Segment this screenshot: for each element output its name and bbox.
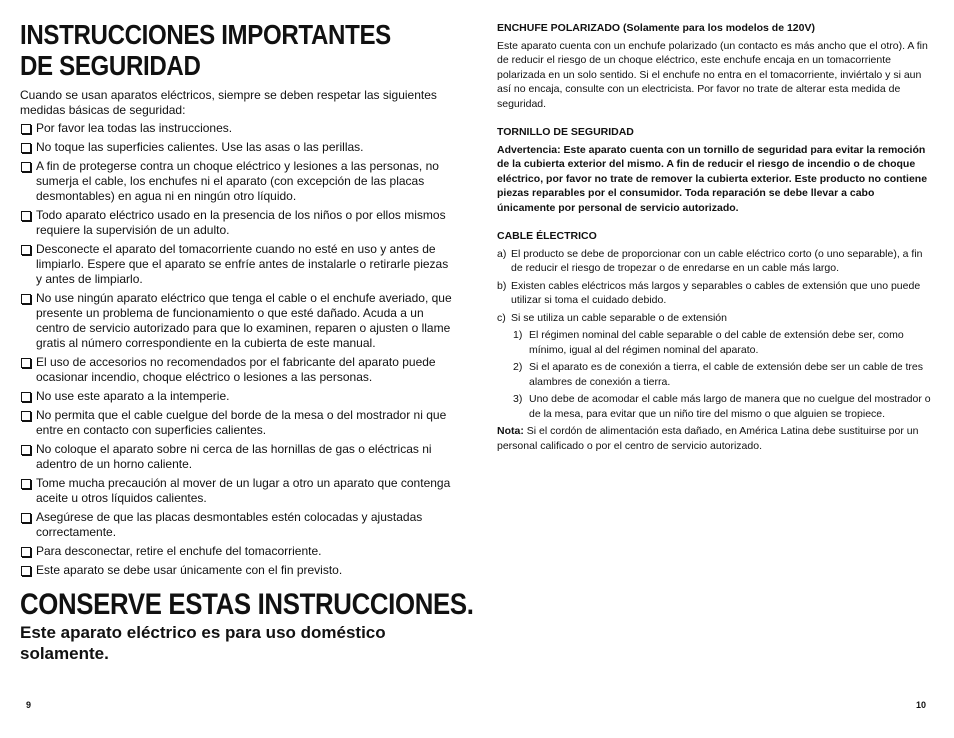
extension-cord-sublist [513,328,933,421]
safety-item [20,208,452,238]
power-cord-note [497,424,933,453]
title-line-1: INSTRUCCIONES IMPORTANTES [20,19,391,50]
safety-item [20,544,452,559]
conserve-heading: CONSERVE ESTAS INSTRUCCIONES. [20,588,474,621]
extension-cord-item [513,392,933,421]
safety-item [20,442,452,472]
safety-item [20,476,452,506]
safety-item-text: No coloque el aparato sobre ni cerca de las hornillas de gas o eléctricas ni adentro de un horno caliente. [36,442,432,471]
checkbox-bullet-icon [21,411,31,421]
safety-item-text: Todo aparato eléctrico usado en la presencia de los niños o por ellos mismos requiere la supervisión de un adulto. [36,208,446,237]
checkbox-bullet-icon [21,294,31,304]
safety-item [20,510,452,540]
power-cord-item [497,279,933,308]
safety-item-text: Por favor lea todas las instrucciones. [36,121,233,135]
extension-cord-item-text: Uno debe de acomodar el cable más largo de manera que no cuelgue del mostrador o de la mesa, para evitar que un niño tire del mismo o que alguien se tropiece. [529,393,931,420]
safety-item [20,408,452,438]
safety-item-text: No use este aparato a la intemperie. [36,389,230,403]
household-use-note: Este aparato eléctrico es para uso doméstico solamente. [20,623,386,663]
page-number-right: 10 [916,700,927,710]
list-marker: 1) [513,329,523,341]
note-label: Nota: [497,425,524,437]
checkbox-bullet-icon [21,358,31,368]
checkbox-bullet-icon [21,513,31,523]
right-page [477,0,954,738]
extension-cord-item-text: El régimen nominal del cable separable o del cable de extensión debe ser, como mínimo, igual al del régimen nominal del aparato. [529,329,904,356]
safety-item-text: El uso de accesorios no recomendados por el fabricante del aparato puede ocasionar incendio, choque eléctrico o lesiones a las personas. [36,355,436,384]
safety-instructions-list [20,121,452,582]
power-cord-item-text: Si se utiliza un cable separable o de extensión [511,311,727,324]
safety-item [20,242,452,287]
list-marker: a) [497,247,507,260]
safety-item-text: Tome mucha precaución al mover de un lugar a otro un aparato que contenga aceite u otros líquidos calientes. [36,476,451,505]
title-line-2: DE SEGURIDAD [20,50,201,81]
power-cord-item [497,311,933,326]
safety-item-text: A fin de protegerse contra un choque eléctrico y lesiones a las personas, no sumerja el cable, los enchufes ni el aparato (con excepción de las placas desmontables) en agua ni en ningún otro líquido. [36,159,439,203]
checkbox-bullet-icon [21,124,31,134]
page-title [20,19,398,81]
checkbox-bullet-icon [21,245,31,255]
extension-cord-item-text: Si el aparato es de conexión a tierra, el cable de extensión debe ser un cable de tres alambres de conexión a tierra. [529,361,924,388]
checkbox-bullet-icon [21,547,31,557]
safety-item [20,563,452,578]
checkbox-bullet-icon [21,566,31,576]
security-screw-heading: TORNILLO DE SEGURIDAD [497,126,634,138]
intro-text: Cuando se usan aparatos eléctricos, siempre se deben respetar las siguientes medidas básicas de seguridad: [20,88,437,117]
extension-cord-item [513,328,933,357]
safety-item-text: Asegúrese de que las placas desmontables estén colocadas y ajustadas correctamente. [36,510,423,539]
safety-item-text: Desconecte el aparato del tomacorriente cuando no esté en uso y antes de limpiarlo. Espere que el aparato se enfríe antes de instalarle o retirarle piezas y antes de limpiarlo. [36,242,449,286]
power-cord-item-text: El producto se debe de proporcionar con un cable eléctrico corto (o uno separable), a fin de reducir el riesgo de tropezar o de enredarse en un cable más largo. [511,247,923,274]
safety-item [20,159,452,204]
safety-item [20,140,452,155]
page-number-left: 9 [26,700,32,710]
list-marker: 2) [513,361,523,373]
checkbox-bullet-icon [21,211,31,221]
list-marker: c) [497,311,506,324]
list-marker: 3) [513,393,523,405]
safety-item [20,389,452,404]
safety-item-text: No permita que el cable cuelgue del borde de la mesa o del mostrador ni que entre en contacto con superficies calientes. [36,408,447,437]
right-column [497,21,933,453]
checkbox-bullet-icon [21,445,31,455]
safety-item-text: Este aparato se debe usar únicamente con el fin previsto. [36,563,343,577]
safety-item-text: No use ningún aparato eléctrico que tenga el cable o el enchufe averiado, que presente un problema de funcionamiento o que esté dañado. Acuda a un centro de servicio autorizado para que lo examinen, reparen o ajusten o llame gratis al número correspondiente en la cubierta de este manual. [36,291,452,350]
checkbox-bullet-icon [21,162,31,172]
power-cord-item [497,247,933,276]
list-marker: b) [497,279,507,292]
extension-cord-item [513,360,933,389]
checkbox-bullet-icon [21,479,31,489]
power-cord-heading: CABLE ÉLECTRICO [497,230,597,242]
polarized-plug-body: Este aparato cuenta con un enchufe polarizado (un contacto es más ancho que el otro). A fin de reducir el riesgo de un choque eléctrico, este enchufe encaja en un tomacorriente polarizada en un solo sentido. Si el enchufe no entra en el tomacorriente, inviértalo y si aun así no encaja, consulte con un electricista. Por favor no trate de alterar esta medida de seguridad. [497,39,928,110]
safety-item [20,291,452,351]
note-text: Si el cordón de alimentación esta dañado, en América Latina debe sustituirse por un personal calificado o por el centro de servicio autorizado. [497,425,919,452]
safety-item [20,355,452,385]
power-cord-list [497,247,933,326]
safety-item-text: No toque las superficies calientes. Use las asas o las perillas. [36,140,364,154]
checkbox-bullet-icon [21,392,31,402]
checkbox-bullet-icon [21,143,31,153]
safety-item-text: Para desconectar, retire el enchufe del tomacorriente. [36,544,322,558]
power-cord-item-text: Existen cables eléctricos más largos y separables o cables de extensión que uno puede utilizar si toma el cuidado debido. [511,279,921,306]
polarized-plug-heading: ENCHUFE POLARIZADO (Solamente para los modelos de 120V) [497,22,815,34]
security-screw-body: Advertencia: Este aparato cuenta con un tornillo de seguridad para evitar la remoción de la cubierta exterior del mismo. A fin de reducir el riesgo de incendio o de choque eléctrico, por favor no trate de remover la cubierta exterior. Este producto no contiene piezas reparables por el consumidor. Toda reparación se debe llevar a cabo únicamente por personal de servicio autorizado. [497,143,928,214]
safety-item [20,121,452,136]
